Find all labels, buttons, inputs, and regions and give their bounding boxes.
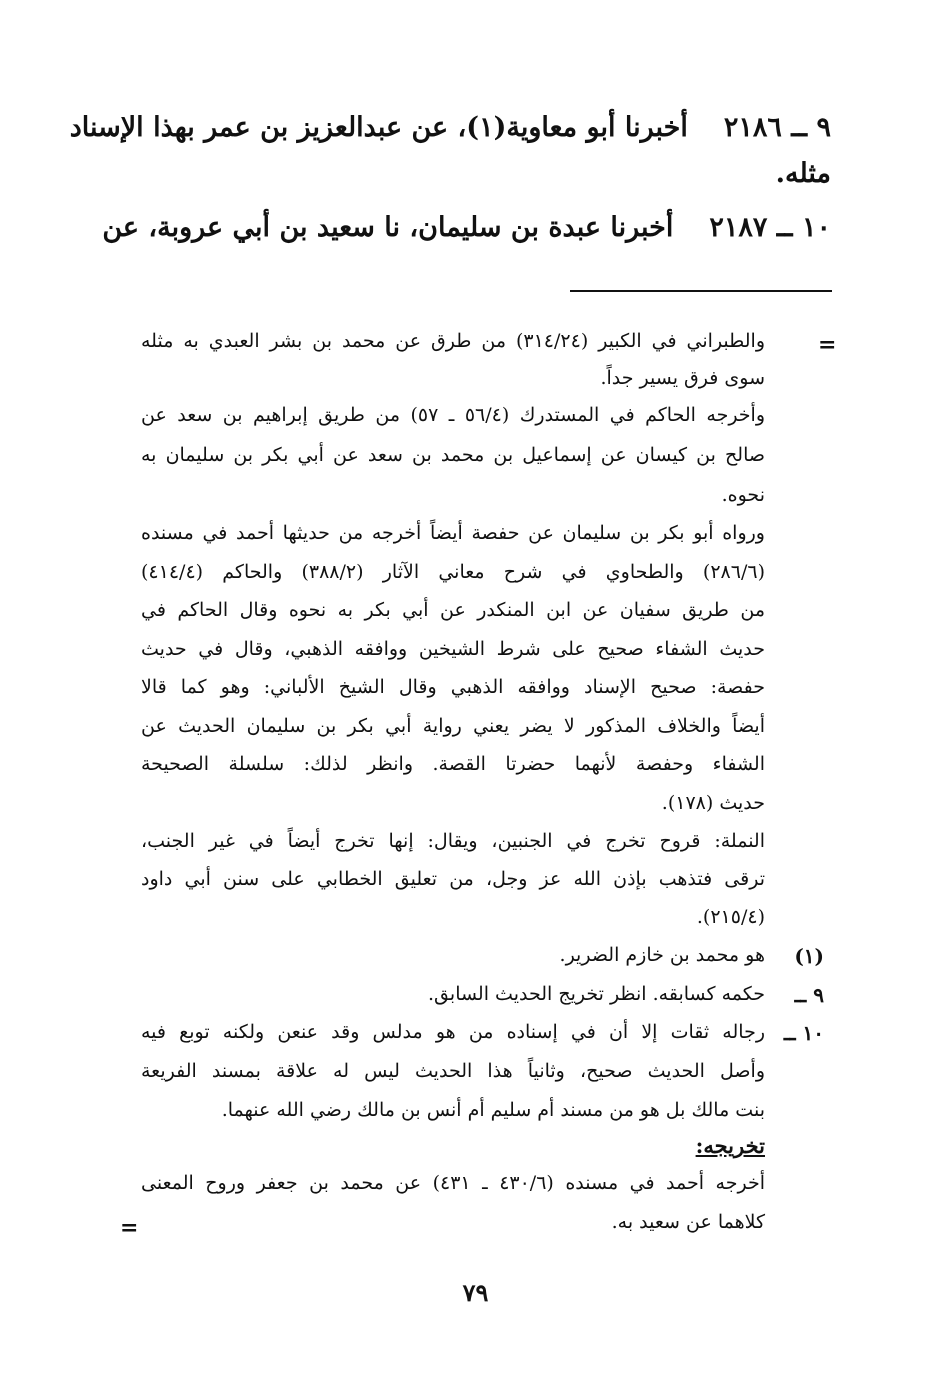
takhrij-line: كلاهما عن سعيد به. (611, 1211, 765, 1233)
takhrij-heading: تخريجه: (695, 1133, 765, 1158)
hadith-text: أخبرنا أبو معاوية(١)، عن عبدالعزيز بن عمر بهذا الإسناد (69, 112, 688, 143)
footnote-line: نحوه. (721, 484, 765, 506)
note-10-line: رجاله ثقات إلا أن في إسناده من هو مدلس وقد عنعن ولكنه توبع فيه (141, 1021, 765, 1043)
footnote-line: من طريق سفيان عن ابن المنكدر عن أبي بكر به نحوه وقال الحاكم في (141, 599, 765, 621)
footnote-line: أيضاً والخلاف المذكور لا يضر يعني رواية أبي بكر بن سليمان الحديث عن (141, 715, 765, 737)
note-10-line: وأصل الحديث صحيح، وثانياً هذا الحديث ليس له علاقة بمسند الفريعة (141, 1060, 765, 1082)
footnote-line: النملة: قروح تخرج في الجنبين، ويقال: إنها تخرج أيضاً في غير الجنب، (141, 830, 765, 852)
footnote-1-text: هو محمد بن خازم الضرير. (559, 944, 765, 966)
end-continuation-mark: = (120, 1215, 139, 1241)
hadith-2186-continuation: مثله. (775, 158, 831, 189)
note-9-text: حكمه كسابقه. انظر تخريج الحديث السابق. (428, 983, 765, 1005)
footnote-line: وأخرجه الحاكم في المستدرك (٥٦/٤ ـ ٥٧) من طريق إبراهيم بن سعد عن (141, 404, 766, 426)
footnote-line: الشفاء وحفصة لأنهما حضرتا القصة. وانظر لذلك: سلسلة الصحيحة (141, 753, 765, 775)
footnote-line: سوى فرق يسير جداً. (600, 367, 765, 389)
takhrij-line: أخرجه أحمد في مسنده (٤٣٠/٦ ـ ٤٣١) عن محمد بن جعفر وروح المعنى (141, 1172, 765, 1194)
footnote-line: ترقى فتذهب بإذن الله عز وجل، من تعليق الخطابي على سنن أبي داود (141, 868, 765, 890)
footnote-line: والطبراني في الكبير (٣١٤/٢٤) من طرق عن محمد بن بشر العبدي به مثله (141, 330, 765, 352)
footnote-divider (570, 290, 832, 292)
footnote-line: (٢٨٦/٦) والطحاوي في شرح معاني الآثار (٣٨٨/٢) والحاكم (٤١٤/٤) (141, 561, 765, 583)
note-10-line: بنت مالك بل هو من مسند أم سليم أم أنس بن مالك رضي الله عنهما. (221, 1099, 765, 1121)
footnote-line: (٢١٥/٤). (696, 906, 765, 928)
footnote-line: حفصة: صحيح الإسناد ووافقه الذهبي وقال الشيخ الألباني: وهو كما قالا (141, 676, 765, 698)
hadith-2186-line (69, 112, 831, 143)
footnote-line: حديث (١٧٨). (661, 792, 765, 814)
hadith-number: ١٠ ــ ٢١٨٧ (709, 212, 831, 243)
footnote-1-marker: (١) (794, 944, 824, 968)
footnote-line: ورواه أبو بكر بن سليمان عن حفصة أيضاً أخرجه من حديثها أحمد في مسنده (141, 522, 765, 544)
note-9-marker: ٩ ــ (794, 983, 824, 1007)
footnote-line: صالح بن كيسان عن إسماعيل بن محمد بن سعد عن أبي بكر بن سليمان به (141, 444, 765, 466)
continuation-mark: = (818, 332, 837, 358)
hadith-text: أخبرنا عبدة بن سليمان، نا سعيد بن أبي عروبة، عن (102, 212, 674, 243)
hadith-number: ٩ ــ ٢١٨٦ (723, 112, 831, 143)
page-number: ٧٩ (462, 1278, 489, 1307)
footnote-line: حديث الشفاء صحيح على شرط الشيخين ووافقه الذهبي، وقال في حديث (141, 638, 765, 660)
note-10-marker: ١٠ ــ (783, 1021, 824, 1045)
hadith-2187-line (102, 212, 831, 243)
